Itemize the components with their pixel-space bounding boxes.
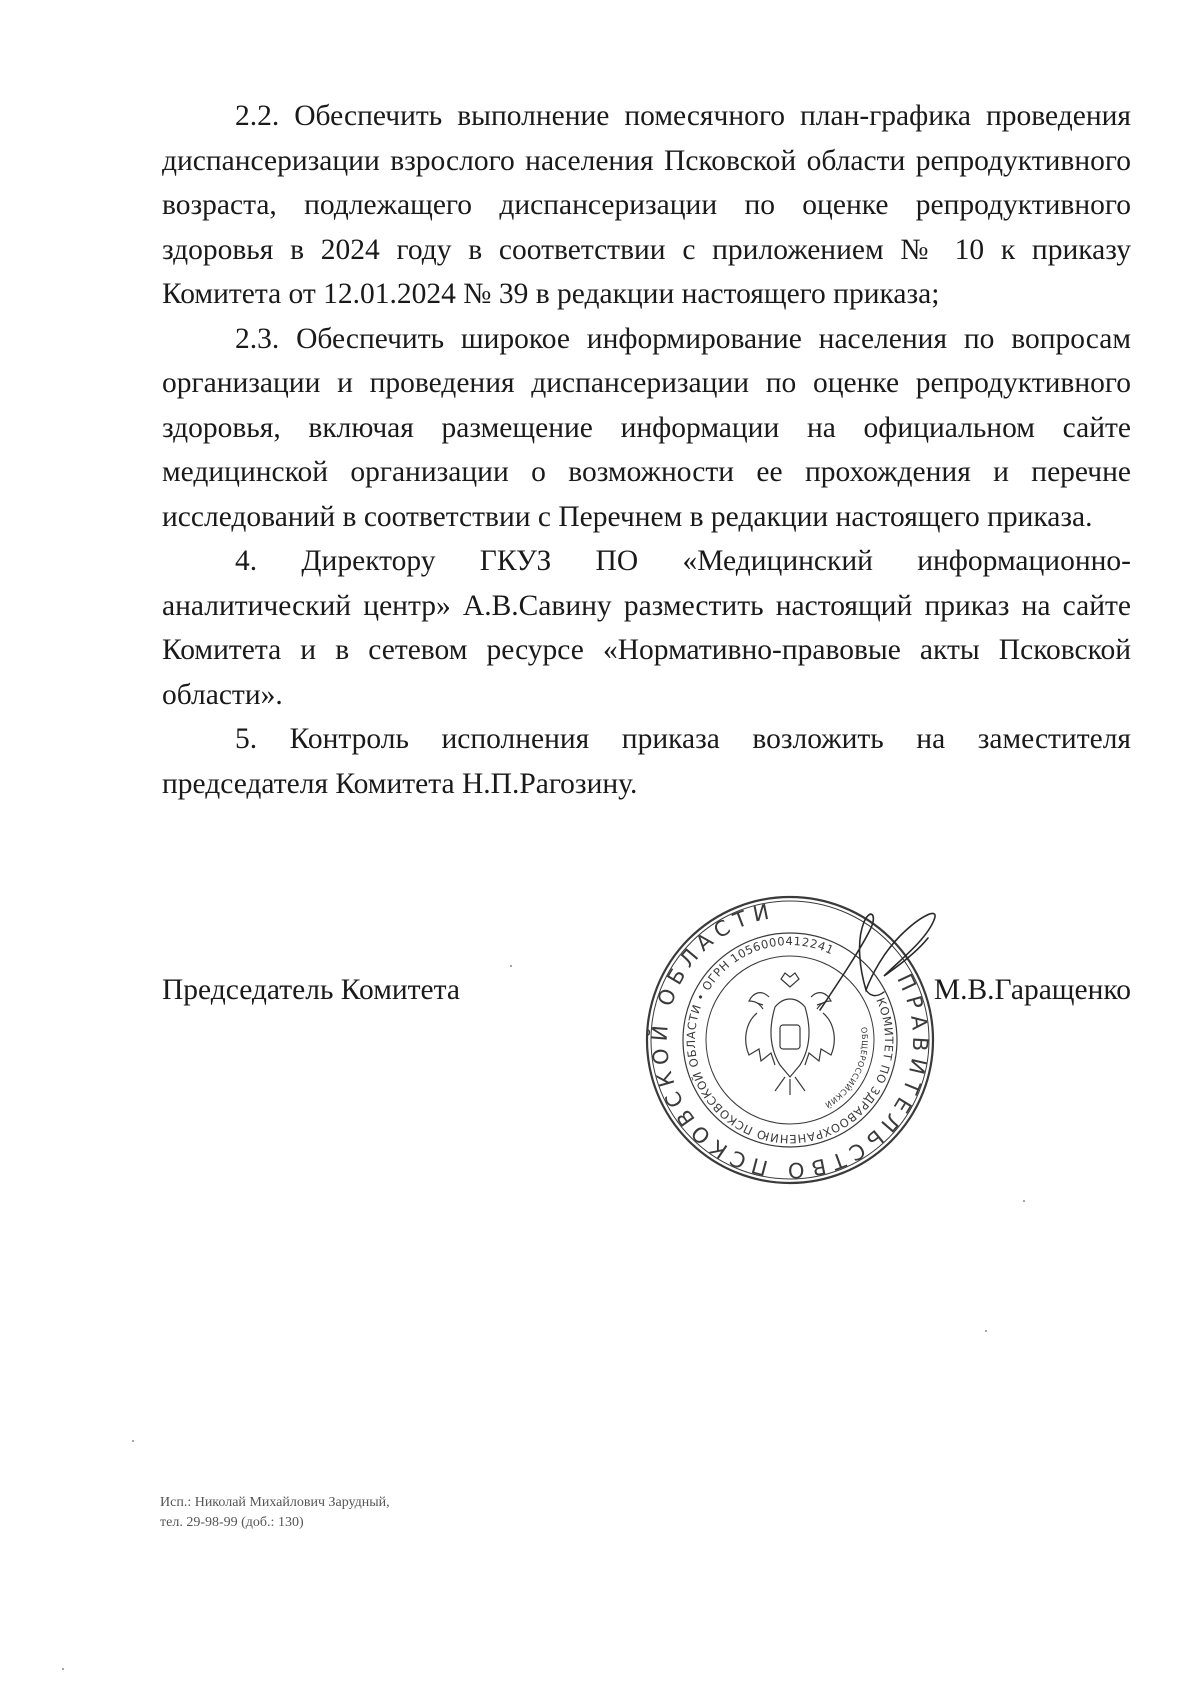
scan-speck xyxy=(1023,1200,1025,1202)
scan-speck xyxy=(62,1668,64,1670)
paragraph-2-3: 2.3. Обеспечить широкое информирование населения по вопросам организации и проведения диспансеризации по оценке репродуктивного здоровья, включая размещение информации на официальном сайте медицинской организации о возможности ее прохождения и перечне исследований в соответствии с Перечнем в редакции настоящего приказа. xyxy=(162,322,1131,533)
scan-speck xyxy=(132,1440,134,1442)
signature-block xyxy=(162,968,1131,1018)
paragraph-4: 4. Директору ГКУЗ ПО «Медицинский информационно-аналитический центр» А.В.Савину разместить настоящий приказ на сайте Комитета и в сетевом ресурсе «Нормативно-правовые акты Псковской области». xyxy=(162,545,1131,711)
signatory-title: Председатель Комитета xyxy=(162,974,460,1006)
executor-note xyxy=(160,1493,390,1533)
paragraph-5: 5. Контроль исполнения приказа возложить на заместителя председателя Комитета Н.П.Рагозину. xyxy=(162,723,1131,800)
paragraph-2-2: 2.2. Обеспечить выполнение помесячного план-графика проведения диспансеризации взрослого населения Псковской области репродуктивного возраста, подлежащего диспансеризации по оценке репродуктивного здоровья в 2024 году в соответствии с приложением № 10 к приказу Комитета от 12.01.2024 № 39 в редакции настоящего приказа; xyxy=(162,100,1131,310)
stamp-inner-text: ОБЩЕРОССИЙСКИЙ xyxy=(822,1026,870,1110)
executor-name: Исп.: Николай Михайлович Зарудный, xyxy=(160,1495,390,1510)
executor-phone: тел. 29-98-99 (доб.: 130) xyxy=(160,1515,304,1530)
stamp-middle-text: КОМИТЕТ ПО ЗДРАВООХРАНЕНИЮ ПСКОВСКОЙ ОБЛАСТИ • ОГРН 1056000412241 xyxy=(683,933,897,1147)
document-body xyxy=(162,94,1131,806)
signatory-name: М.В.Гаращенко xyxy=(933,974,1131,1006)
stamp-outer-text: ПРАВИТЕЛЬСТВО ПСКОВСКОЙ ОБЛАСТИ xyxy=(647,898,933,1183)
scan-speck xyxy=(510,965,512,967)
scan-speck xyxy=(985,1330,987,1332)
